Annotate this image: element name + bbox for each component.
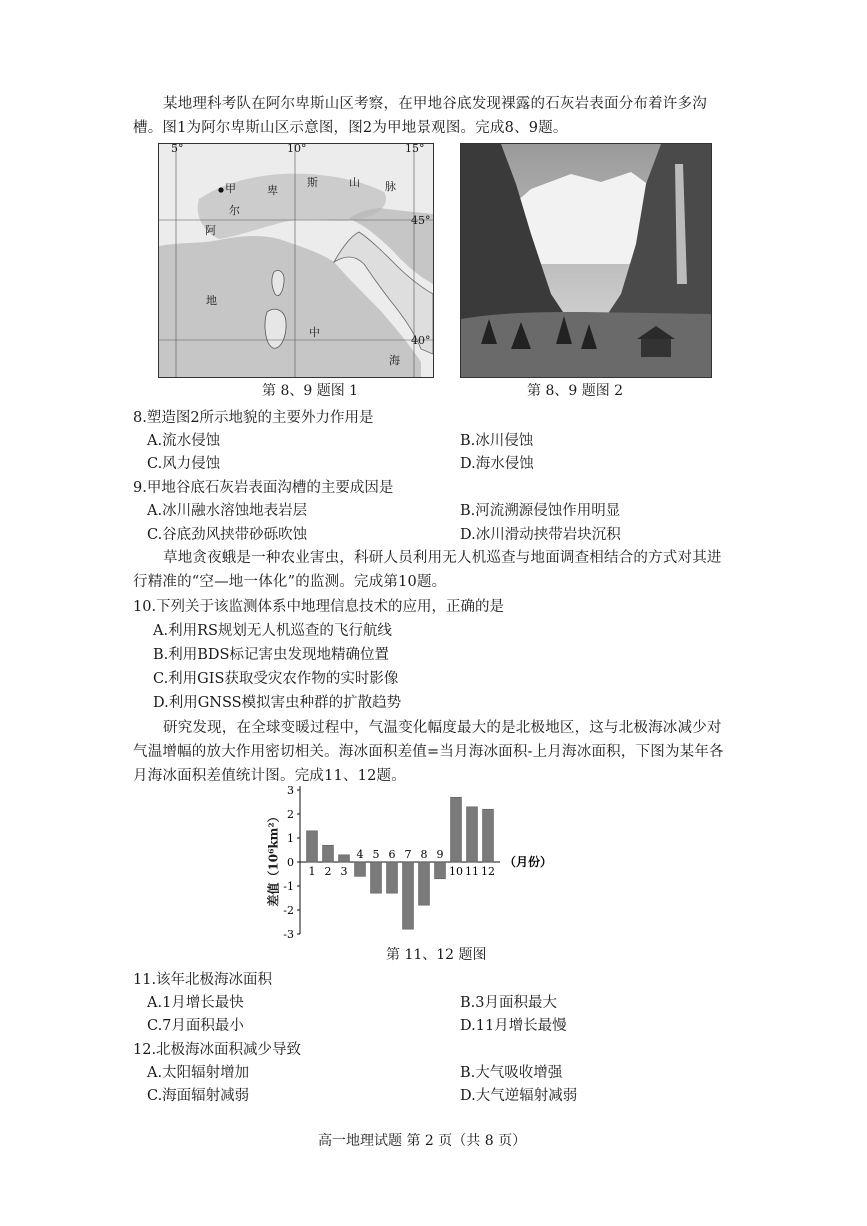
lat-label-45: 45° [411,214,431,227]
bar-month-9 [435,862,446,879]
x-tick-label-5: 5 [372,848,380,861]
intro-2-line-2: 行精准的“空—地一体化”的监测。完成第10题。 [133,574,447,590]
q8-option-c[interactable]: C.风力侵蚀 [147,456,221,472]
page-footer: 高一地理试题 第 2 页（共 8 页） [318,1133,527,1149]
sea-ice-difference-chart [260,782,610,942]
alps-char-3: 卑 [267,184,278,197]
alps-char-4: 斯 [307,176,318,189]
x-tick-label-6: 6 [388,848,396,861]
x-tick-label-3: 3 [340,865,348,878]
alps-char-6: 脉 [385,180,396,193]
chart-ylabel: 差值（10⁶km²） [266,810,281,907]
lat-label-40: 40° [411,334,431,347]
x-tick-label-4: 4 [356,848,364,861]
y-tick-label: -3 [283,928,294,941]
q9-option-b[interactable]: B.河流溯源侵蚀作用明显 [460,503,621,519]
q9-stem: 9.甲地谷底石灰岩表面沟槽的主要成因是 [133,480,394,496]
sea-char-1: 地 [206,294,217,307]
bar-month-8 [419,862,430,905]
y-tick-label: 0 [287,856,294,869]
x-tick-label-11: 11 [465,865,479,878]
q11-option-b[interactable]: B.3月面积最大 [460,995,557,1011]
q12-option-a[interactable]: A.太阳辐射增加 [147,1065,250,1081]
x-tick-label-2: 2 [324,865,332,878]
q10-option-c[interactable]: C.利用GIS获取受灾农作物的实时影像 [153,671,399,687]
x-axis-label: （月份） [504,855,553,869]
lon-label-5: 5° [171,143,184,155]
bar-month-12 [483,809,494,862]
q11-option-a[interactable]: A.1月增长最快 [147,995,244,1011]
lon-label-15: 15° [405,143,425,155]
q12-option-c[interactable]: C.海面辐射减弱 [147,1088,250,1104]
y-tick-label: -1 [283,880,294,893]
q9-option-d[interactable]: D.冰川滑动挟带岩块沉积 [460,527,621,543]
x-tick-label-1: 1 [308,865,316,878]
fig3-caption: 第 11、12 题图 [386,947,487,963]
landscape-photo [461,144,711,377]
y-tick-label: 1 [287,832,294,845]
q10-option-b[interactable]: B.利用BDS标记害虫发现地精确位置 [153,647,389,663]
alps-char-2: 尔 [229,204,240,217]
fig2-caption: 第 8、9 题图 2 [527,383,624,399]
point-jia-marker [218,187,223,192]
q10-stem: 10.下列关于该监测体系中地理信息技术的应用，正确的是 [133,599,505,615]
bar-month-7 [403,862,414,929]
q11-option-d[interactable]: D.11月增长最慢 [460,1018,567,1034]
y-tick-label: 2 [287,808,294,821]
intro-1-line-2: 槽。图1为阿尔卑斯山区示意图，图2为甲地景观图。完成8、9题。 [133,120,568,136]
y-tick-label: 3 [287,784,294,797]
chart-bars [307,797,494,929]
q11-option-c[interactable]: C.7月面积最小 [147,1018,244,1034]
bar-month-10 [451,797,462,862]
fig1-caption: 第 8、9 题图 1 [262,383,359,399]
chart-ylabel-wrap [253,810,293,920]
sea-char-2: 中 [309,326,320,339]
q12-option-b[interactable]: B.大气吸收增强 [460,1065,563,1081]
y-tick-label: -2 [283,904,294,917]
q9-option-a[interactable]: A.冰川融水溶蚀地表岩层 [147,503,308,519]
q12-option-d[interactable]: D.大气逆辐射减弱 [460,1088,578,1104]
intro-1-line-1: 某地理科考队在阿尔卑斯山区考察，在甲地谷底发现裸露的石灰岩表面分布着许多沟 [163,96,707,112]
bar-month-6 [387,862,398,893]
x-tick-label-12: 12 [481,865,495,878]
bar-month-4 [355,862,366,876]
q10-option-a[interactable]: A.利用RS规划无人机巡查的飞行航线 [153,623,392,639]
x-tick-label-7: 7 [404,848,412,861]
bar-month-3 [339,855,350,862]
bar-month-11 [467,807,478,862]
q12-stem: 12.北极海冰面积减少导致 [133,1042,302,1058]
bar-month-1 [307,831,318,862]
x-tick-label-9: 9 [436,848,444,861]
house [641,339,671,357]
intro-3-line-1: 研究发现，在全球变暖过程中，气温变化幅度最大的是北极地区，这与北极海冰减少对 [163,720,722,736]
bar-month-2 [323,845,334,862]
q8-option-a[interactable]: A.流水侵蚀 [147,433,221,449]
q10-option-d[interactable]: D.利用GNSS模拟害虫种群的扩散趋势 [153,695,402,711]
intro-2-line-1: 草地贪夜蛾是一种农业害虫，科研人员利用无人机巡查与地面调查相结合的方式对其进 [163,550,722,566]
alps-char-5: 山 [349,176,360,189]
lon-label-10: 10° [287,143,307,155]
landscape-photo-figure [460,143,712,378]
alps-char-1: 阿 [205,224,216,237]
x-tick-label-8: 8 [420,848,428,861]
alps-map-figure [158,143,434,378]
q11-stem: 11.该年北极海冰面积 [133,972,273,988]
intro-3-line-2: 气温增幅的放大作用密切相关。海冰面积差值=当月海冰面积-上月海冰面积，下图为某年各 [133,744,724,760]
q8-stem: 8.塑造图2所示地貌的主要外力作用是 [133,410,374,426]
q8-option-b[interactable]: B.冰川侵蚀 [460,433,534,449]
sea-char-3: 海 [389,354,400,367]
intro-3-line-3: 月海冰面积差值统计图。完成11、12题。 [133,768,406,784]
q8-option-d[interactable]: D.海水侵蚀 [460,456,534,472]
x-tick-label-10: 10 [449,865,463,878]
bar-month-5 [371,862,382,893]
q9-option-c[interactable]: C.谷底劲风挟带砂砾吹蚀 [147,527,308,543]
point-jia-label: 甲 [225,182,236,195]
